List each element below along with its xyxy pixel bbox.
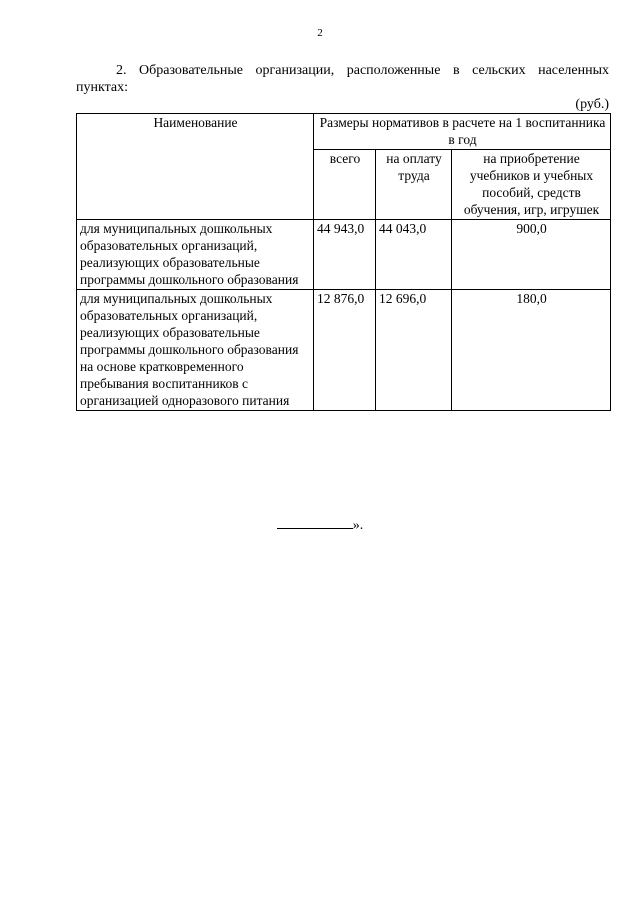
header-materials: на приобретение учебников и учебных пособий, средств обучения, игр, игрушек [452, 150, 611, 220]
page-number: 2 [317, 27, 323, 39]
row-name: для муниципальных дошкольных образовательных организаций, реализующих образовательные программы дошкольного образования [77, 220, 314, 290]
header-total: всего [314, 150, 376, 220]
header-name: Наименование [77, 114, 314, 220]
row-materials: 180,0 [452, 290, 611, 411]
section-intro: 2. Образовательные организации, расположенные в сельских населенных пунктах: [76, 63, 609, 95]
currency-unit: (руб.) [575, 97, 609, 112]
row-materials: 900,0 [452, 220, 611, 290]
closing-blank-line [277, 515, 353, 529]
row-labor: 12 696,0 [376, 290, 452, 411]
row-total: 44 943,0 [314, 220, 376, 290]
header-norms-group: Размеры нормативов в расчете на 1 воспитанника в год [314, 114, 611, 150]
row-name: для муниципальных дошкольных образовательных организаций, реализующих образовательные программы дошкольного образования на основе кратковременного пребывания воспитанников с организацией одноразового питания [77, 290, 314, 411]
norms-table [76, 113, 611, 411]
header-labor: на оплату труда [376, 150, 452, 220]
closing-line [0, 515, 640, 534]
table-row [77, 220, 611, 290]
table-header-row [77, 114, 611, 150]
row-labor: 44 043,0 [376, 220, 452, 290]
table-row [77, 290, 611, 411]
closing-mark: ». [352, 518, 364, 533]
row-total: 12 876,0 [314, 290, 376, 411]
